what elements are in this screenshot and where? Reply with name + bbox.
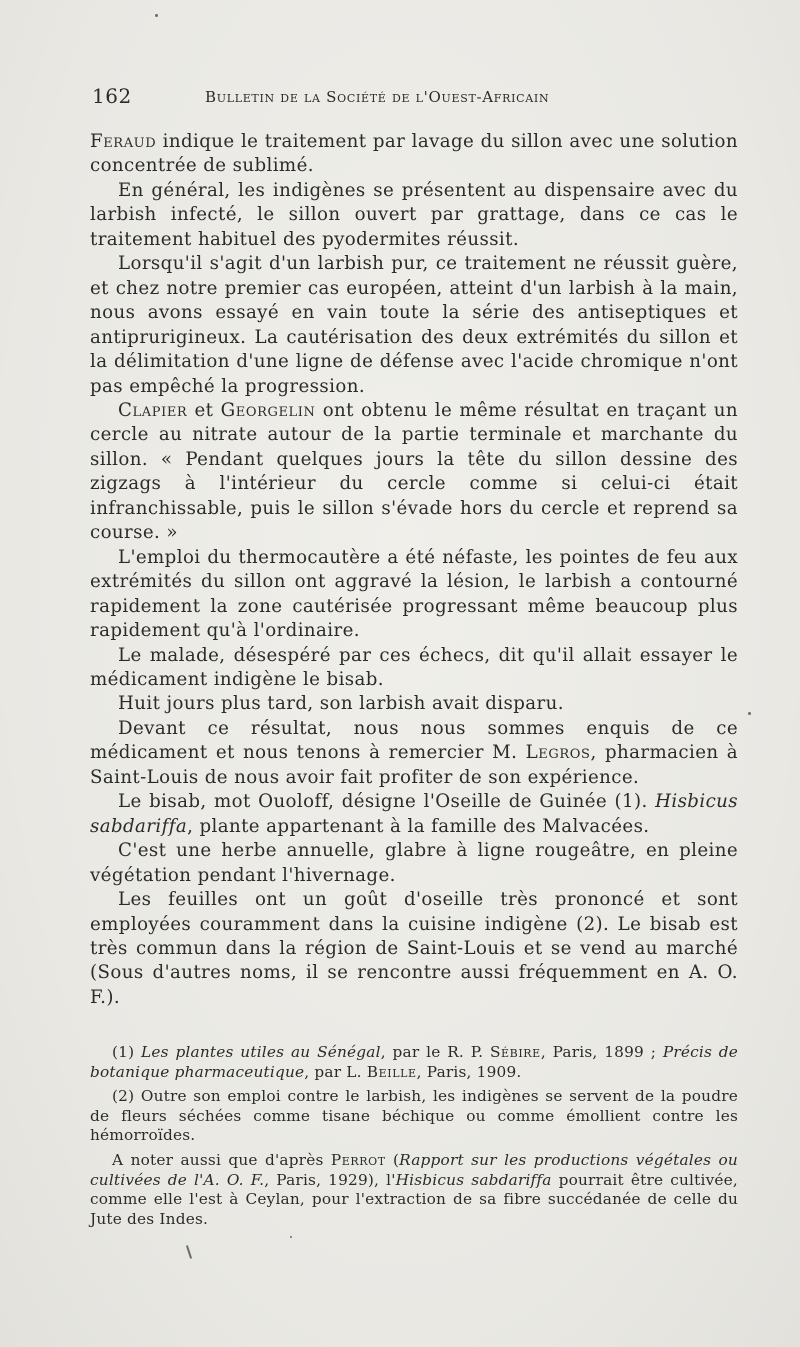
footnote — [90, 1087, 738, 1146]
paragraph-text: Le bisab, mot Ouoloff, désigne l'Oseille de Guinée (1). — [118, 791, 656, 813]
paper-speck — [155, 14, 158, 17]
footnote — [90, 1151, 738, 1229]
footnotes — [90, 1043, 738, 1229]
footnote-text: , Paris, 1929), l' — [264, 1170, 396, 1189]
paragraph-text: Les feuilles ont un goût d'oseille très prononcé et sont employées couramment dans la cuisine indigène (2). Le bisab est très commun dans la région de Saint-Louis et se vend au marché (Sous d'autres noms, il se rencontre aussi fréquemment en A. O. F.). — [90, 889, 738, 1008]
footnote-text: , Paris, 1899 ; — [540, 1043, 663, 1061]
paragraph-text: , pharmacien à Saint-Louis de nous avoir fait profiter de son expérience. — [90, 742, 739, 788]
footnote-text: , Paris, 1909. — [416, 1062, 522, 1081]
footnote — [90, 1043, 738, 1082]
footnote-text: (1) — [112, 1043, 142, 1061]
footnote-title: Rapport sur les productions végétales ou cultivées de l'A. O. F. — [90, 1150, 738, 1189]
running-head: Bulletin de la Société de l'Ouest-Africain — [205, 88, 550, 106]
footnote-text: pourrait être cultivée, comme elle l'est à Ceylan, pour l'extraction de sa fibre succédanée de celle du Jute des Indes. — [90, 1170, 738, 1228]
author-name: Clapier — [118, 399, 188, 421]
paragraph-text: et — [187, 399, 221, 421]
footnote-title: Précis de botanique pharmaceutique — [90, 1043, 738, 1081]
footnote-text: A noter aussi que d'après — [112, 1150, 331, 1169]
paragraph — [90, 644, 738, 693]
paragraph-text: , plante appartenant à la famille des Malvacées. — [187, 815, 650, 837]
page-header — [92, 84, 737, 116]
paragraph-text: indique le traitement par lavage du sillon avec une solution concentrée de sublimé. — [90, 131, 738, 177]
species-name: Hisbicus sabdariffa — [395, 1170, 552, 1189]
author-name: Perrot — [330, 1150, 386, 1169]
paragraph-text: Huit jours plus tard, son larbish avait disparu. — [118, 693, 564, 715]
paragraph — [90, 790, 738, 839]
paper-speck — [186, 1245, 192, 1259]
paragraph — [90, 839, 738, 888]
author-name: Georgelin — [220, 399, 316, 421]
paragraph — [90, 252, 738, 399]
footnote-text: , par le R. P. — [380, 1043, 490, 1061]
paragraph — [90, 717, 738, 790]
paragraph-text: C'est une herbe annuelle, glabre à ligne rougeâtre, en pleine végétation pendant l'hivernage. — [90, 840, 738, 886]
paper-speck — [290, 1236, 292, 1238]
footnote-title: Les plantes utiles au Sénégal — [141, 1043, 381, 1061]
paper-speck — [748, 712, 751, 715]
author-name: Legros — [525, 742, 591, 764]
paragraph — [90, 546, 738, 644]
page-number: 162 — [92, 84, 132, 108]
paragraph — [90, 130, 738, 179]
footnote-text: (2) Outre son emploi contre le larbish, les indigènes se servent de la poudre de fleurs séchées comme tisane béchique ou comme émollient contre les hémorroïdes. — [90, 1087, 738, 1145]
author-name: Beille — [366, 1062, 417, 1081]
species-name: Hisbicus sabdariffa — [90, 791, 738, 837]
paragraph — [90, 888, 738, 1010]
footnote-text: ( — [385, 1150, 400, 1169]
paragraph-text: L'emploi du thermocautère a été néfaste, les pointes de feu aux extrémités du sillon ont aggravé la lésion, le larbish a contourné rapidement la zone cautérisée progressant même beaucoup plus rapidement qu'à l'ordinaire. — [90, 546, 738, 642]
paragraph-text: Devant ce résultat, nous nous sommes enquis de ce médicament et nous tenons à remercier M. — [90, 717, 738, 764]
author-name: Sébire — [489, 1043, 541, 1061]
author-name: Feraud — [90, 131, 157, 152]
paragraph — [90, 179, 738, 252]
paragraph — [90, 692, 738, 716]
paragraph — [90, 399, 738, 546]
footnote-text: , par L. — [304, 1062, 367, 1081]
paragraph-text: En général, les indigènes se présentent au dispensaire avec du larbish infecté, le sillon ouvert par grattage, dans ce cas le traitement habituel des pyodermites réussit. — [90, 179, 738, 250]
paragraph-text: Lorsqu'il s'agit d'un larbish pur, ce traitement ne réussit guère, et chez notre premier cas européen, atteint d'un larbish à la main, nous avons essayé en vain toute la série des antiseptiques et antiprurigineux. La cautérisation des deux extrémités du sillon et la délimitation d'une ligne de défense avec l'acide chromique n'ont pas empêché la progression. — [90, 253, 738, 397]
paragraph-text: Le malade, désespéré par ces échecs, dit qu'il allait essayer le médicament indigène le bisab. — [90, 644, 738, 690]
body-text — [90, 130, 738, 1010]
paragraph-text: ont obtenu le même résultat en traçant un cercle au nitrate autour de la partie terminale et marchante du sillon. « Pendant quelques jours la tête du sillon dessine des zigzags à l'intérieur du cercle comme si celui-ci était infranchissable, puis le sillon s'évade hors du cercle et reprend sa course. » — [90, 399, 738, 544]
